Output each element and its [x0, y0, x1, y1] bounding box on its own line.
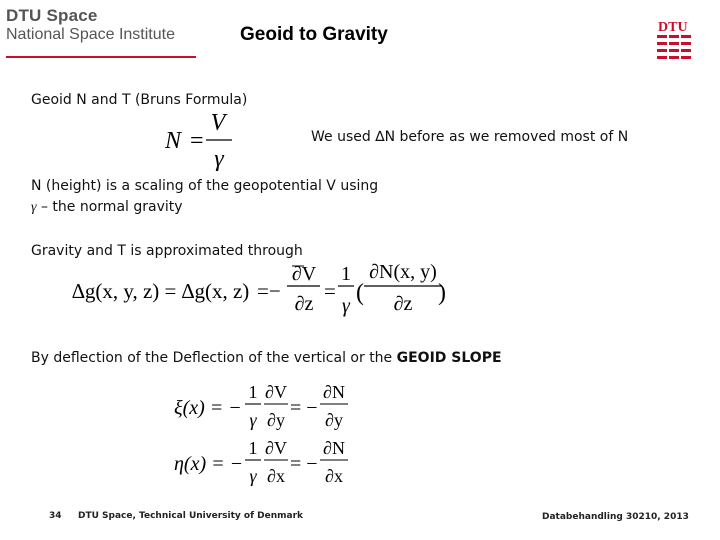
dtu-logo-text: DTU	[658, 20, 688, 35]
svg-text:γ: γ	[342, 295, 350, 317]
org-subtitle: National Space Institute	[6, 26, 175, 43]
svg-text:∂N(x, y): ∂N(x, y)	[369, 261, 437, 283]
svg-text:∂N: ∂N	[323, 438, 345, 458]
removal-note: We used ∆N before as we removed most of N	[311, 129, 629, 145]
height-scaling-text: N (height) is a scaling of the geopotential V using	[31, 178, 379, 194]
svg-text:η(x) = −: η(x) = −	[174, 453, 244, 475]
normal-gravity-label: – the normal gravity	[36, 199, 183, 215]
svg-text:∂y: ∂y	[325, 410, 343, 430]
svg-text:V: V	[210, 110, 226, 136]
eta-equation	[170, 436, 360, 494]
slide-title: Geoid to Gravity	[240, 24, 388, 45]
svg-text:∂x: ∂x	[325, 466, 343, 486]
page-number: 34	[49, 511, 62, 521]
header-divider	[6, 56, 196, 58]
svg-text:∂z: ∂z	[294, 293, 314, 315]
svg-text:∂y: ∂y	[267, 410, 285, 430]
svg-text:1: 1	[248, 438, 258, 458]
gamma-symbol: γ	[31, 200, 37, 215]
bruns-equation	[160, 108, 250, 176]
gravity-equation	[68, 258, 458, 320]
normal-gravity-text	[31, 199, 183, 216]
svg-text:∆g(x, y, z) = ∆g(x, z): ∆g(x, y, z) = ∆g(x, z)	[72, 279, 250, 303]
svg-text:=: =	[324, 279, 336, 303]
footer-course: Databehandling 30210, 2013	[542, 512, 689, 522]
svg-text:γ: γ	[249, 466, 257, 486]
footer-institution: DTU Space, Technical University of Denmark	[78, 511, 303, 521]
bruns-heading: Geoid N and T (Bruns Formula)	[31, 92, 248, 108]
svg-text:1: 1	[341, 263, 351, 285]
svg-text:∂N: ∂N	[323, 382, 345, 402]
geoid-slope-prefix: By deflection of the Deflection of the vertical or the	[31, 350, 397, 366]
gravity-approx-text: Gravity and T is approximated through	[31, 243, 303, 259]
svg-text:∂x: ∂x	[267, 466, 285, 486]
svg-text:∂V: ∂V	[291, 263, 317, 285]
geoid-slope-emphasis: GEOID SLOPE	[396, 350, 502, 366]
svg-text:γ: γ	[249, 410, 257, 430]
svg-text:= −: = −	[290, 397, 318, 419]
svg-text:1: 1	[248, 382, 258, 402]
svg-text:): )	[438, 280, 446, 306]
svg-text:∂V: ∂V	[265, 438, 287, 458]
org-name: DTU Space	[6, 6, 98, 25]
svg-text:∂z: ∂z	[393, 293, 413, 315]
xi-equation	[170, 380, 360, 438]
svg-text:=: =	[190, 128, 204, 154]
svg-text:=−: =−	[257, 279, 281, 303]
svg-text:∂V: ∂V	[265, 382, 287, 402]
svg-text:γ: γ	[214, 146, 224, 172]
svg-text:ξ(x) = −: ξ(x) = −	[174, 397, 242, 419]
svg-text:N: N	[165, 128, 182, 154]
svg-text:(: (	[356, 280, 364, 306]
dtu-logo	[657, 18, 691, 66]
geoid-slope-text	[31, 350, 502, 366]
svg-text:= −: = −	[290, 453, 318, 475]
